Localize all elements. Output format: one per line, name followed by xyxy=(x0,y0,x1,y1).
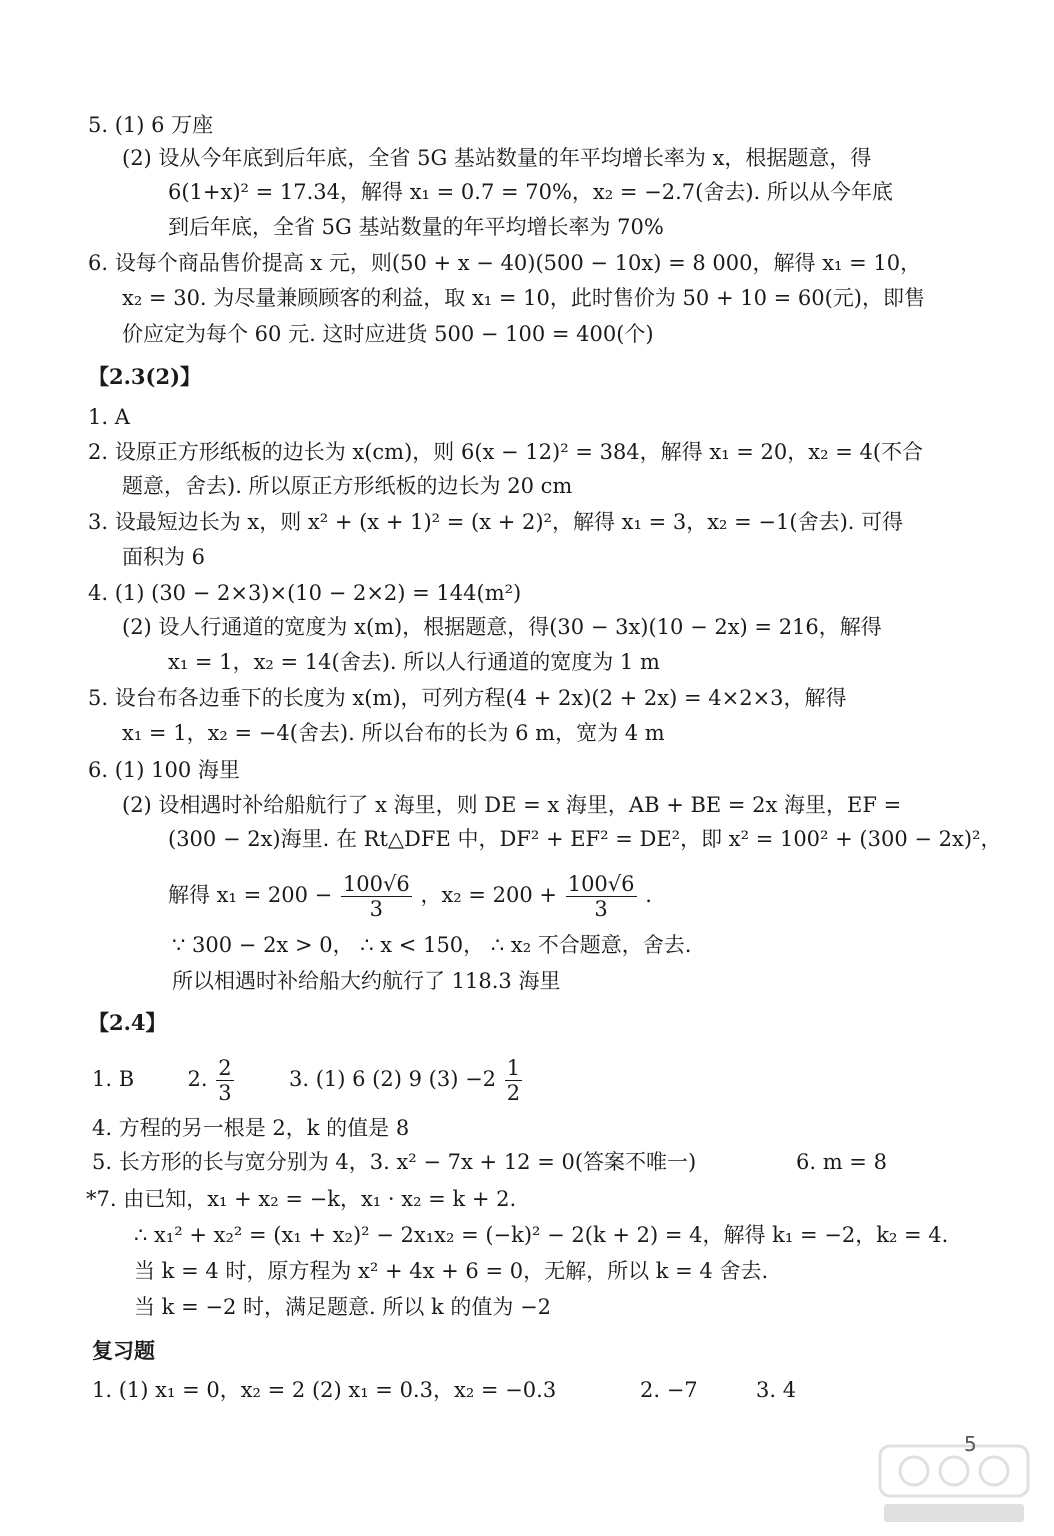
line: 到后年底，全省 5G 基站数量的年平均增长率为 70% xyxy=(168,215,664,239)
section-heading: 复习题 xyxy=(92,1338,155,1363)
fraction-numerator: 100√6 xyxy=(342,872,410,896)
line: 5. (1) 6 万座 xyxy=(88,113,214,137)
line: 3. 4 xyxy=(756,1378,797,1402)
line: 3. 设最短边长为 x，则 x² + (x + 1)² = (x + 2)²，解得 x₁ = 3，x₂ = −1(舍去). 可得 xyxy=(88,510,904,534)
line: 6. m = 8 xyxy=(796,1150,887,1174)
line: (2) 设从今年底到后年底，全省 5G 基站数量的年平均增长率为 x，根据题意，得 xyxy=(122,146,872,170)
text-run: 解得 x₁ = 200 − xyxy=(168,883,333,907)
fraction xyxy=(566,872,637,921)
line: 2. 设原正方形纸板的边长为 x(cm)，则 6(x − 12)² = 384，解得 x₁ = 20，x₂ = 4(不合 xyxy=(88,440,924,464)
line: 6. (1) 100 海里 xyxy=(88,758,240,782)
fraction xyxy=(505,1056,522,1105)
fraction xyxy=(341,872,412,921)
line: 面积为 6 xyxy=(122,545,206,569)
page-number: 5 xyxy=(964,1432,977,1456)
line: 1. A xyxy=(88,405,130,429)
line: (2) 设人行通道的宽度为 x(m)，根据题意，得(30 − 3x)(10 − 2x) = 216，解得 xyxy=(122,615,882,639)
line: 所以相遇时补给船大约航行了 118.3 海里 xyxy=(172,969,561,993)
fraction-line xyxy=(168,866,652,924)
line: 4. (1) (30 − 2×3)×(10 − 2×2) = 144(m²) xyxy=(88,581,522,605)
line: 题意，舍去). 所以原正方形纸板的边长为 20 cm xyxy=(122,474,573,498)
text-run: 2. xyxy=(187,1067,208,1091)
fraction-denominator: 3 xyxy=(369,897,384,921)
line: 5. 设台布各边垂下的长度为 x(m)，可列方程(4 + 2x)(2 + 2x) = 4×2×3，解得 xyxy=(88,686,847,710)
line: ∴ x₁² + x₂² = (x₁ + x₂)² − 2x₁x₂ = (−k)² − 2(k + 2) = 4，解得 k₁ = −2，k₂ = 4. xyxy=(134,1223,949,1247)
fraction-line xyxy=(92,1050,524,1108)
line: ∵ 300 − 2x > 0， ∴ x < 150， ∴ x₂ 不合题意，舍去. xyxy=(172,933,692,957)
text-run: 1. B xyxy=(92,1067,135,1091)
section-heading: 【2.4】 xyxy=(88,1010,167,1035)
line: 2. −7 xyxy=(640,1378,698,1402)
line: (2) 设相遇时补给船航行了 x 海里，则 DE = x 海里，AB + BE = 2x 海里，EF = xyxy=(122,793,902,817)
line: 4. 方程的另一根是 2，k 的值是 8 xyxy=(92,1116,410,1140)
line: 6(1+x)² = 17.34，解得 x₁ = 0.7 = 70%，x₂ = −2.7(舍去). 所以从今年底 xyxy=(168,180,893,204)
line: 当 k = −2 时，满足题意. 所以 k 的值为 −2 xyxy=(134,1295,552,1319)
text-run: . xyxy=(645,883,652,907)
fraction-denominator: 2 xyxy=(506,1081,521,1105)
line: x₁ = 1，x₂ = 14(舍去). 所以人行通道的宽度为 1 m xyxy=(168,650,660,674)
fraction xyxy=(216,1056,233,1105)
fraction-numerator: 100√6 xyxy=(567,872,635,896)
line: 价应定为每个 60 元. 这时应进货 500 − 100 = 400(个) xyxy=(122,322,654,346)
line: 1. (1) x₁ = 0，x₂ = 2 (2) x₁ = 0.3，x₂ = −0.3 xyxy=(92,1378,557,1402)
watermark-logo xyxy=(874,1438,1034,1528)
fraction-denominator: 3 xyxy=(218,1081,232,1105)
line: x₁ = 1，x₂ = −4(舍去). 所以台布的长为 6 m，宽为 4 m xyxy=(122,721,665,745)
section-heading: 【2.3(2)】 xyxy=(88,364,202,389)
line: 5. 长方形的长与宽分别为 4，3. x² − 7x + 12 = 0(答案不唯一) xyxy=(92,1150,697,1174)
line: 当 k = 4 时，原方程为 x² + 4x + 6 = 0，无解，所以 k = 4 舍去. xyxy=(134,1259,769,1283)
line: 6. 设每个商品售价提高 x 元，则(50 + x − 40)(500 − 10x) = 8 000，解得 x₁ = 10， xyxy=(88,251,922,275)
line: *7. 由已知，x₁ + x₂ = −k，x₁ · x₂ = k + 2. xyxy=(86,1187,517,1211)
fraction-denominator: 3 xyxy=(594,897,608,921)
text-run: 3. (1) 6 (2) 9 (3) −2 xyxy=(289,1067,497,1091)
line: (300 − 2x)海里. 在 Rt△DFE 中，DF² + EF² = DE²，即 x² = 100² + (300 − 2x)²， xyxy=(168,827,1002,851)
line: x₂ = 30. 为尽量兼顾顾客的利益，取 x₁ = 10，此时售价为 50 + 10 = 60(元)，即售 xyxy=(122,286,926,310)
text-run: ，x₂ = 200 + xyxy=(420,883,558,907)
fraction-numerator: 2 xyxy=(218,1056,232,1080)
fraction-numerator: 1 xyxy=(506,1056,521,1080)
